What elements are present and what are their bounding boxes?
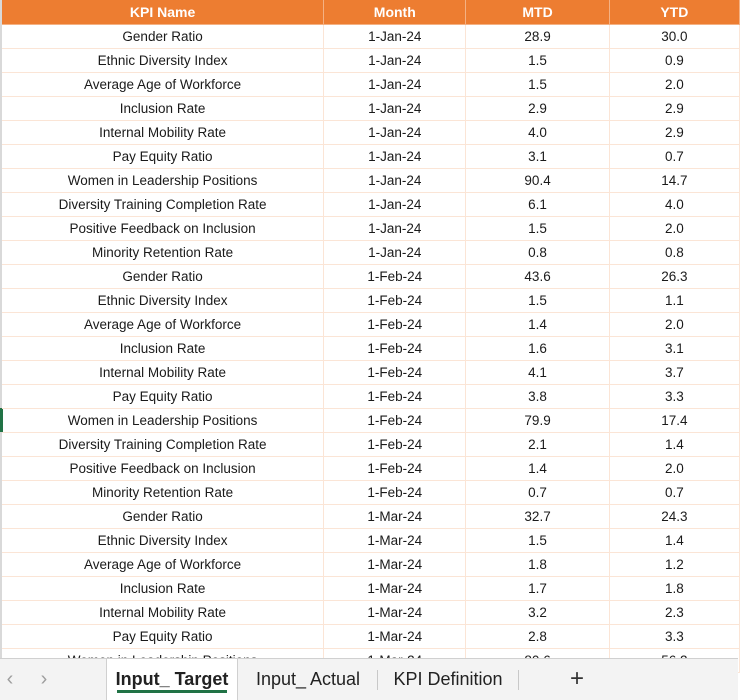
month-cell[interactable]: 1-Mar-24 bbox=[324, 576, 466, 600]
active-tab-underline bbox=[117, 690, 227, 693]
kpi-name-cell[interactable]: Inclusion Rate bbox=[2, 336, 324, 360]
header-mtd[interactable]: MTD bbox=[466, 0, 609, 24]
kpi-table bbox=[2, 0, 740, 673]
kpi-name-cell[interactable]: Average Age of Workforce bbox=[2, 552, 324, 576]
tab-separator bbox=[518, 670, 519, 690]
mtd-cell[interactable]: 2.1 bbox=[466, 432, 609, 456]
ytd-cell[interactable]: 2.0 bbox=[609, 456, 739, 480]
tab-separator bbox=[377, 670, 378, 690]
ytd-cell[interactable]: 26.3 bbox=[609, 264, 739, 288]
kpi-name-cell[interactable]: Women in Leadership Positions bbox=[2, 168, 324, 192]
table-row bbox=[2, 216, 740, 240]
tab-input-actual[interactable] bbox=[244, 659, 372, 700]
table-row bbox=[2, 48, 740, 72]
mtd-cell[interactable]: 2.8 bbox=[466, 624, 609, 648]
header-kpi-name[interactable]: KPI Name bbox=[2, 0, 324, 24]
ytd-cell[interactable]: 3.3 bbox=[609, 384, 739, 408]
month-cell[interactable]: 1-Feb-24 bbox=[324, 432, 466, 456]
kpi-name-cell[interactable]: Ethnic Diversity Index bbox=[2, 48, 324, 72]
kpi-name-cell[interactable]: Diversity Training Completion Rate bbox=[2, 192, 324, 216]
mtd-cell[interactable]: 1.6 bbox=[466, 336, 609, 360]
table-row bbox=[2, 624, 740, 648]
month-cell[interactable]: 1-Jan-24 bbox=[324, 24, 466, 48]
chevron-left-icon[interactable]: ‹ bbox=[6, 668, 14, 690]
month-cell[interactable]: 1-Mar-24 bbox=[324, 504, 466, 528]
mtd-cell[interactable]: 3.1 bbox=[466, 144, 609, 168]
table-row bbox=[2, 96, 740, 120]
mtd-cell[interactable]: 1.5 bbox=[466, 528, 609, 552]
table-row bbox=[2, 336, 740, 360]
month-cell[interactable]: 1-Mar-24 bbox=[324, 552, 466, 576]
month-cell[interactable]: 1-Jan-24 bbox=[324, 216, 466, 240]
kpi-name-cell[interactable]: Internal Mobility Rate bbox=[2, 360, 324, 384]
kpi-name-cell[interactable]: Average Age of Workforce bbox=[2, 312, 324, 336]
ytd-cell[interactable]: 0.8 bbox=[609, 240, 739, 264]
table-row bbox=[2, 480, 740, 504]
tab-input-target[interactable] bbox=[106, 659, 238, 700]
table-row bbox=[2, 552, 740, 576]
kpi-name-cell[interactable]: Pay Equity Ratio bbox=[2, 384, 324, 408]
ytd-cell[interactable]: 2.0 bbox=[609, 312, 739, 336]
mtd-cell[interactable]: 32.7 bbox=[466, 504, 609, 528]
table-row bbox=[2, 312, 740, 336]
plus-icon[interactable]: + bbox=[569, 665, 584, 692]
ytd-cell[interactable]: 2.3 bbox=[609, 600, 739, 624]
month-cell[interactable]: 1-Mar-24 bbox=[324, 600, 466, 624]
mtd-cell[interactable]: 1.5 bbox=[466, 72, 609, 96]
month-cell[interactable]: 1-Feb-24 bbox=[324, 384, 466, 408]
month-cell[interactable]: 1-Jan-24 bbox=[324, 240, 466, 264]
ytd-cell[interactable]: 1.1 bbox=[609, 288, 739, 312]
sheet-tab-bar bbox=[0, 658, 738, 700]
ytd-cell[interactable]: 1.4 bbox=[609, 432, 739, 456]
ytd-cell[interactable]: 1.2 bbox=[609, 552, 739, 576]
ytd-cell[interactable]: 2.9 bbox=[609, 96, 739, 120]
table-row bbox=[2, 384, 740, 408]
ytd-cell[interactable]: 24.3 bbox=[609, 504, 739, 528]
header-month[interactable]: Month bbox=[324, 0, 466, 24]
kpi-name-cell[interactable]: Ethnic Diversity Index bbox=[2, 528, 324, 552]
mtd-cell[interactable]: 1.5 bbox=[466, 48, 609, 72]
ytd-cell[interactable]: 2.9 bbox=[609, 120, 739, 144]
month-cell[interactable]: 1-Jan-24 bbox=[324, 96, 466, 120]
ytd-cell[interactable]: 2.0 bbox=[609, 216, 739, 240]
mtd-cell[interactable]: 1.8 bbox=[466, 552, 609, 576]
kpi-name-cell[interactable]: Positive Feedback on Inclusion bbox=[2, 456, 324, 480]
tab-kpi-definition-label: KPI Definition bbox=[393, 669, 503, 689]
month-cell[interactable]: 1-Feb-24 bbox=[324, 480, 466, 504]
month-cell[interactable]: 1-Feb-24 bbox=[324, 408, 466, 432]
month-cell[interactable]: 1-Jan-24 bbox=[324, 144, 466, 168]
table-row bbox=[2, 528, 740, 552]
month-cell[interactable]: 1-Jan-24 bbox=[324, 72, 466, 96]
ytd-cell[interactable]: 3.1 bbox=[609, 336, 739, 360]
table-row bbox=[2, 120, 740, 144]
kpi-name-cell[interactable]: Gender Ratio bbox=[2, 504, 324, 528]
month-cell[interactable]: 1-Feb-24 bbox=[324, 264, 466, 288]
table-row bbox=[2, 264, 740, 288]
ytd-cell[interactable]: 2.0 bbox=[609, 72, 739, 96]
mtd-cell[interactable]: 1.4 bbox=[466, 456, 609, 480]
table-row bbox=[2, 408, 740, 432]
table-row bbox=[2, 168, 740, 192]
table-row bbox=[2, 288, 740, 312]
table-row bbox=[2, 360, 740, 384]
kpi-name-cell[interactable]: Internal Mobility Rate bbox=[2, 600, 324, 624]
tab-input-actual-label: Input_ Actual bbox=[255, 669, 361, 689]
mtd-cell[interactable]: 28.9 bbox=[466, 24, 609, 48]
kpi-name-cell[interactable]: Average Age of Workforce bbox=[2, 72, 324, 96]
kpi-name-cell[interactable]: Ethnic Diversity Index bbox=[2, 288, 324, 312]
kpi-name-cell[interactable]: Women in Leadership Positions bbox=[2, 408, 324, 432]
mtd-cell[interactable]: 0.8 bbox=[466, 240, 609, 264]
ytd-cell[interactable]: 14.7 bbox=[609, 168, 739, 192]
ytd-cell[interactable]: 1.4 bbox=[609, 528, 739, 552]
tab-kpi-definition[interactable] bbox=[383, 659, 513, 700]
month-cell[interactable]: 1-Jan-24 bbox=[324, 192, 466, 216]
mtd-cell[interactable]: 1.5 bbox=[466, 288, 609, 312]
header-row bbox=[2, 0, 740, 24]
table-row bbox=[2, 432, 740, 456]
ytd-cell[interactable]: 1.8 bbox=[609, 576, 739, 600]
table-row bbox=[2, 600, 740, 624]
mtd-cell[interactable]: 6.1 bbox=[466, 192, 609, 216]
mtd-cell[interactable]: 79.9 bbox=[466, 408, 609, 432]
mtd-cell[interactable]: 2.9 bbox=[466, 96, 609, 120]
month-cell[interactable]: 1-Feb-24 bbox=[324, 312, 466, 336]
kpi-name-cell[interactable]: Inclusion Rate bbox=[2, 576, 324, 600]
table-row bbox=[2, 72, 740, 96]
mtd-cell[interactable]: 3.8 bbox=[466, 384, 609, 408]
mtd-cell[interactable]: 1.7 bbox=[466, 576, 609, 600]
month-cell[interactable]: 1-Mar-24 bbox=[324, 528, 466, 552]
mtd-cell[interactable]: 90.4 bbox=[466, 168, 609, 192]
chevron-right-icon[interactable]: › bbox=[40, 668, 48, 690]
month-cell[interactable]: 1-Jan-24 bbox=[324, 120, 466, 144]
kpi-name-cell[interactable]: Minority Retention Rate bbox=[2, 240, 324, 264]
month-cell[interactable]: 1-Feb-24 bbox=[324, 360, 466, 384]
month-cell[interactable]: 1-Feb-24 bbox=[324, 336, 466, 360]
table-row bbox=[2, 456, 740, 480]
header-ytd[interactable]: YTD bbox=[609, 0, 739, 24]
ytd-cell[interactable]: 3.3 bbox=[609, 624, 739, 648]
mtd-cell[interactable]: 1.4 bbox=[466, 312, 609, 336]
kpi-name-cell[interactable]: Gender Ratio bbox=[2, 24, 324, 48]
table-row bbox=[2, 192, 740, 216]
kpi-name-cell[interactable]: Minority Retention Rate bbox=[2, 480, 324, 504]
month-cell[interactable]: 1-Jan-24 bbox=[324, 48, 466, 72]
table-row bbox=[2, 504, 740, 528]
tab-input-target-label: Input_ Target bbox=[115, 669, 229, 689]
ytd-cell[interactable]: 4.0 bbox=[609, 192, 739, 216]
ytd-cell[interactable]: 0.7 bbox=[609, 144, 739, 168]
ytd-cell[interactable]: 17.4 bbox=[609, 408, 739, 432]
table-row bbox=[2, 144, 740, 168]
table-row bbox=[2, 576, 740, 600]
mtd-cell[interactable]: 4.0 bbox=[466, 120, 609, 144]
kpi-name-cell[interactable]: Internal Mobility Rate bbox=[2, 120, 324, 144]
table-row bbox=[2, 240, 740, 264]
ytd-cell[interactable]: 0.7 bbox=[609, 480, 739, 504]
mtd-cell[interactable]: 4.1 bbox=[466, 360, 609, 384]
kpi-name-cell[interactable]: Gender Ratio bbox=[2, 264, 324, 288]
kpi-name-cell[interactable]: Pay Equity Ratio bbox=[2, 144, 324, 168]
mtd-cell[interactable]: 3.2 bbox=[466, 600, 609, 624]
mtd-cell[interactable]: 1.5 bbox=[466, 216, 609, 240]
mtd-cell[interactable]: 0.7 bbox=[466, 480, 609, 504]
kpi-name-cell[interactable]: Diversity Training Completion Rate bbox=[2, 432, 324, 456]
kpi-name-cell[interactable]: Pay Equity Ratio bbox=[2, 624, 324, 648]
ytd-cell[interactable]: 0.9 bbox=[609, 48, 739, 72]
kpi-name-cell[interactable]: Inclusion Rate bbox=[2, 96, 324, 120]
table-row bbox=[2, 24, 740, 48]
month-cell[interactable]: 1-Feb-24 bbox=[324, 288, 466, 312]
ytd-cell[interactable]: 30.0 bbox=[609, 24, 739, 48]
month-cell[interactable]: 1-Feb-24 bbox=[324, 456, 466, 480]
month-cell[interactable]: 1-Mar-24 bbox=[324, 624, 466, 648]
month-cell[interactable]: 1-Jan-24 bbox=[324, 168, 466, 192]
mtd-cell[interactable]: 43.6 bbox=[466, 264, 609, 288]
kpi-name-cell[interactable]: Positive Feedback on Inclusion bbox=[2, 216, 324, 240]
ytd-cell[interactable]: 3.7 bbox=[609, 360, 739, 384]
